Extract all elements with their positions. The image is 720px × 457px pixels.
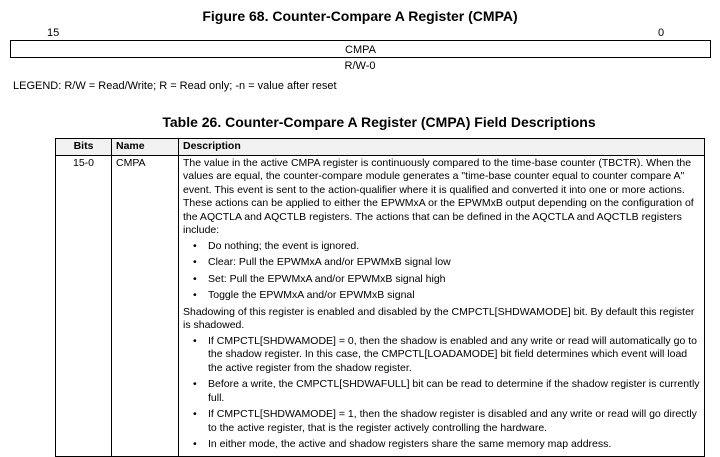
list-item: • If CMPCTL[SHDWAMODE] = 0, then the shadow is enabled and any write or read will automatically go to the shadow register. In this case, the CMPCTL[LOADAMODE] bit field determines which event will load the active register from the shadow register. xyxy=(193,335,700,376)
list-item: • Before a write, the CMPCTL[SHDWAFULL] bit can be read to determine if the shadow register is currently full. xyxy=(193,378,700,405)
list-item: • Clear: Pull the EPWMxA and/or EPWMxB signal low xyxy=(193,256,700,270)
action-list xyxy=(183,240,700,303)
list-item: • Toggle the EPWMxA and/or EPWMxB signal xyxy=(193,289,700,303)
figure-title: Figure 68. Counter-Compare A Register (CMPA) xyxy=(202,8,518,24)
header-description: Description xyxy=(179,139,705,156)
cell-bits: 15-0 xyxy=(56,155,112,456)
bit-high-label: 15 xyxy=(47,27,60,39)
header-bits: Bits xyxy=(56,139,112,156)
field-description-table xyxy=(55,138,705,457)
legend-text: LEGEND: R/W = Read/Write; R = Read only; -n = value after reset xyxy=(13,80,337,92)
table-row xyxy=(56,155,705,456)
shadow-mode-list xyxy=(183,335,700,452)
bit-low-label: 0 xyxy=(658,27,665,39)
list-item: • Do nothing; the event is ignored. xyxy=(193,240,700,254)
header-name: Name xyxy=(112,139,179,156)
description-paragraph-2: Shadowing of this register is enabled and disabled by the CMPCTL[SHDWAMODE] bit. By default this register is shadowed. xyxy=(183,305,695,331)
cell-description xyxy=(179,155,705,456)
register-access-label: R/W-0 xyxy=(344,60,376,72)
list-item: • Set: Pull the EPWMxA and/or EPWMxB signal high xyxy=(193,273,700,287)
list-item: • In either mode, the active and shadow registers share the same memory map address. xyxy=(193,438,700,452)
description-paragraph-1: The value in the active CMPA register is continuously compared to the time-base counter (TBCTR). When the values are equal, the counter-compare module generates a "time-base counter equal to counter compare A" event. This event is sent to the action-qualifier where it is qualified and converted it into one or more actions. These actions can be applied to either the EPWMxA or the EPWMxB output depending on the configuration of the AQCTLA and AQCTLB registers. The actions that can be defined in the AQCTLA and AQCTLB registers include: xyxy=(183,156,694,236)
list-item: • If CMPCTL[SHDWAMODE] = 1, then the shadow register is disabled and any write or read will go directly to the active register, that is the register actively controlling the hardware. xyxy=(193,408,700,435)
table-header-row xyxy=(56,139,705,156)
register-field-box: CMPA xyxy=(10,40,711,58)
table-title: Table 26. Counter-Compare A Register (CMPA) Field Descriptions xyxy=(162,114,596,130)
cell-name: CMPA xyxy=(112,155,179,456)
